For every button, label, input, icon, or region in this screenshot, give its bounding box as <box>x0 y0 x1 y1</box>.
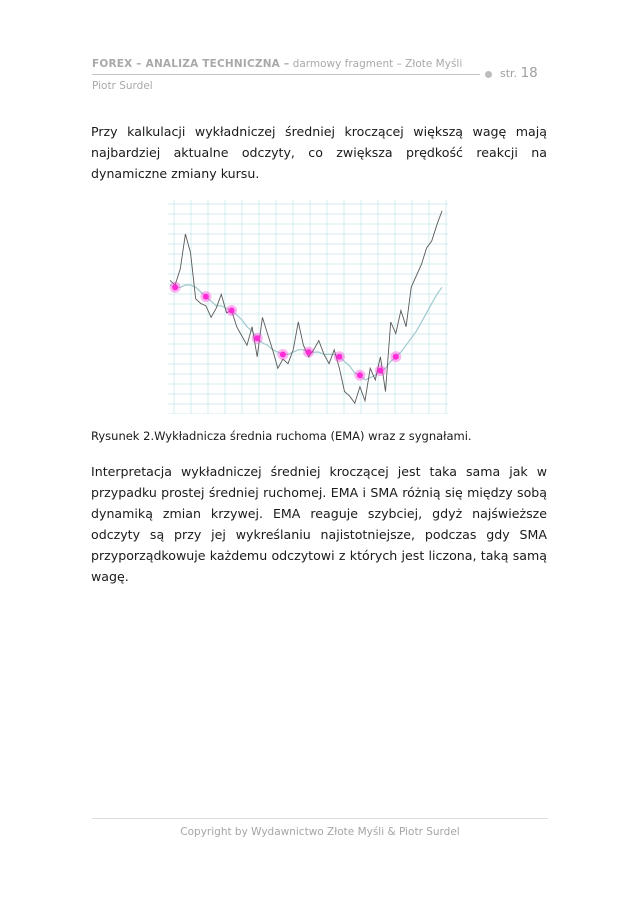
signal-marker <box>203 294 209 300</box>
signal-marker <box>357 372 363 378</box>
footer-rule <box>92 818 548 819</box>
signal-marker <box>172 284 178 290</box>
figure-caption: Rysunek 2.Wykładnicza średnia ruchoma (EMA) wraz z sygnałami. <box>91 429 472 443</box>
ema-chart-figure <box>168 200 448 414</box>
footer-copyright: Copyright by Wydawnictwo Złote Myśli & Piotr Surdel <box>180 826 460 838</box>
page-label: str. <box>500 67 518 80</box>
header-title <box>92 58 462 70</box>
signal-marker <box>336 354 342 360</box>
header-rule <box>92 74 480 75</box>
signal-marker <box>254 335 260 341</box>
header-bullet-icon <box>485 71 492 78</box>
ema-line <box>170 285 442 380</box>
signal-marker <box>280 351 286 357</box>
signal-marker <box>393 354 399 360</box>
header-author: Piotr Surdel <box>92 80 153 92</box>
paragraph-ema-interpretation: Interpretacja wykładniczej średniej kroczącej jest taka sama jak w przypadku prostej średniej ruchomej. EMA i SMA różnią się między sobą dynamiką zmian krzywej. EMA reaguje szybciej, gdyż najświeższe odczyty są przy jej wykreślaniu najistotniejsze, podczas gdy SMA przyporządkowuje każdemu odczytowi z których jest liczona, taką samą wagę. <box>91 464 547 584</box>
signal-markers <box>170 282 402 381</box>
chart-grid <box>168 200 448 414</box>
header-title-rest: darmowy fragment – Złote Myśli <box>289 58 463 70</box>
page-header <box>92 58 547 98</box>
header-title-bold: FOREX – ANALIZA TECHNICZNA – <box>92 58 290 70</box>
paragraph-ema-weight: Przy kalkulacji wykładniczej średniej kroczącej większą wagę mają najbardziej aktualne odczyty, co zwiększa prędkość reakcji na dynamiczne zmiany kursu. <box>91 124 547 181</box>
signal-marker <box>229 307 235 313</box>
signal-marker <box>306 349 312 355</box>
page-number <box>500 65 538 81</box>
page-number-value: 18 <box>520 65 538 81</box>
signal-marker <box>377 368 383 374</box>
